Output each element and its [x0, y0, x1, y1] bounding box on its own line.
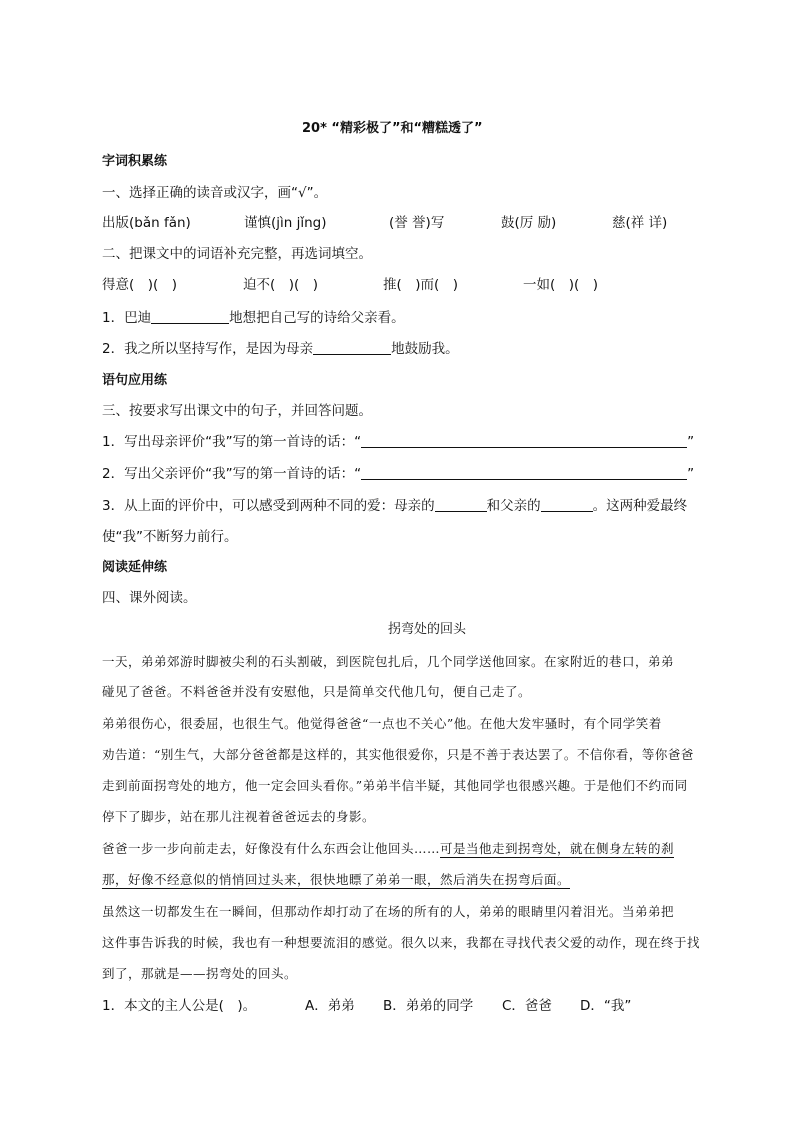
sentence-text: 2．写出父亲评价“我”写的第一首诗的话：“	[102, 466, 362, 482]
q1-item: 出版(bǎn fǎn)	[102, 215, 191, 231]
story-line: 停下了脚步，站在那儿注视着爸爸远去的身影。	[102, 809, 376, 824]
mc-option-c[interactable]: C．爸爸	[502, 998, 552, 1014]
section-heading-sentence: 语句应用练	[102, 373, 168, 388]
q2-item: 迫不( )( )	[243, 277, 319, 293]
mc-option-b[interactable]: B．弟弟的同学	[383, 998, 474, 1014]
q2-sentence-1	[102, 309, 405, 327]
mc-question: 1．本文的主人公是( )。	[102, 998, 257, 1014]
q1-item: 慈(祥 详)	[612, 215, 668, 231]
sentence-text: 2．我之所以坚持写作，是因为母亲	[102, 341, 314, 357]
sentence-text: 3．从上面的评价中，可以感受到两种不同的爱：母亲的	[102, 498, 435, 514]
q2-sentence-2	[102, 340, 459, 358]
q4-instruction: 四、课外阅读。	[102, 590, 197, 606]
mc-option-a[interactable]: A．弟弟	[305, 998, 355, 1014]
q3-instruction: 三、按要求写出课文中的句子，并回答问题。	[102, 403, 372, 419]
q3-sentence-3	[102, 497, 687, 515]
q1-item: 谨慎(jìn jǐng)	[244, 215, 327, 231]
section-heading-vocab: 字词积累练	[102, 154, 168, 169]
sentence-text: 地想把自己写的诗给父亲看。	[229, 310, 405, 326]
story-line: 弟弟很伤心，很委屈，也很生气。他觉得爸爸“一点也不关心”他。在他大发牢骚时，有个同学笑着	[102, 716, 662, 731]
close-quote: ”	[687, 434, 695, 450]
q2-item: 推( )而( )	[383, 277, 459, 293]
section-heading-reading: 阅读延伸练	[102, 560, 168, 575]
q2-item: 得意( )( )	[102, 277, 178, 293]
sentence-text: 地鼓励我。	[391, 341, 459, 357]
mc-option-d[interactable]: D．“我”	[580, 998, 632, 1014]
story-line	[102, 840, 674, 858]
close-quote: ”	[687, 466, 695, 482]
answer-line[interactable]	[361, 465, 687, 480]
story-title: 拐弯处的回头	[388, 622, 467, 637]
fill-blank[interactable]	[313, 340, 391, 355]
story-line: 碰见了爸爸。不料爸爸并没有安慰他，只是简单交代他几句，便自己走了。	[102, 684, 532, 699]
answer-line[interactable]	[361, 433, 687, 448]
story-line: 一天，弟弟郊游时脚被尖利的石头割破，到医院包扎后，几个同学送他回家。在家附近的巷口，弟弟	[102, 654, 675, 669]
story-line: 劝告道：“别生气，大部分爸爸都是这样的，其实他很爱你，只是不善于表达罢了。不信你看，等你爸爸	[102, 747, 694, 762]
q2-instruction: 二、把课文中的词语补充完整，再选词填空。	[102, 246, 372, 262]
q3-sentence-2	[102, 465, 694, 483]
q1-item: 鼓(厉 励)	[501, 215, 557, 231]
story-line	[102, 871, 570, 889]
fill-blank[interactable]	[541, 497, 593, 512]
sentence-text: 1．写出母亲评价“我”写的第一首诗的话：“	[102, 434, 362, 450]
sentence-text: 和父亲的	[486, 498, 541, 514]
sentence-text: 。这两种爱最终	[592, 498, 688, 514]
fill-blank[interactable]	[435, 497, 487, 512]
page-title: 20* “精彩极了”和“糟糕透了”	[302, 121, 483, 136]
story-line: 这件事告诉我的时候，我也有一种想要流泪的感觉。很久以来，我都在寻找代表父爱的动作，现在终于找	[102, 935, 701, 950]
q3-sentence-3-cont: 使“我”不断努力前行。	[102, 529, 238, 545]
underlined-text: 可是当他走到拐弯处，就在侧身左转的刹	[440, 841, 675, 856]
story-line: 虽然这一切都发生在一瞬间，但那动作却打动了在场的所有的人，弟弟的眼睛里闪着泪光。当弟弟把	[102, 904, 675, 919]
q1-instruction: 一、选择正确的读音或汉字，画“√”。	[102, 185, 328, 201]
story-line: 走到前面拐弯处的地方，他一定会回头看你。”弟弟半信半疑，其他同学也很感兴趣。于是他们不约而同	[102, 778, 688, 793]
story-text: 爸爸一步一步向前走去，好像没有什么东西会让他回头……	[102, 841, 441, 856]
q2-item: 一如( )( )	[523, 277, 599, 293]
story-line: 到了，那就是——拐弯处的回头。	[102, 966, 298, 981]
fill-blank[interactable]	[151, 309, 229, 324]
underlined-text: 那，好像不经意似的悄悄回过头来，很快地瞟了弟弟一眼，然后消失在拐弯后面。	[102, 872, 571, 887]
sentence-text: 1．巴迪	[102, 310, 152, 326]
q3-sentence-1	[102, 433, 694, 451]
q1-item: (誉 誉)写	[389, 215, 445, 231]
